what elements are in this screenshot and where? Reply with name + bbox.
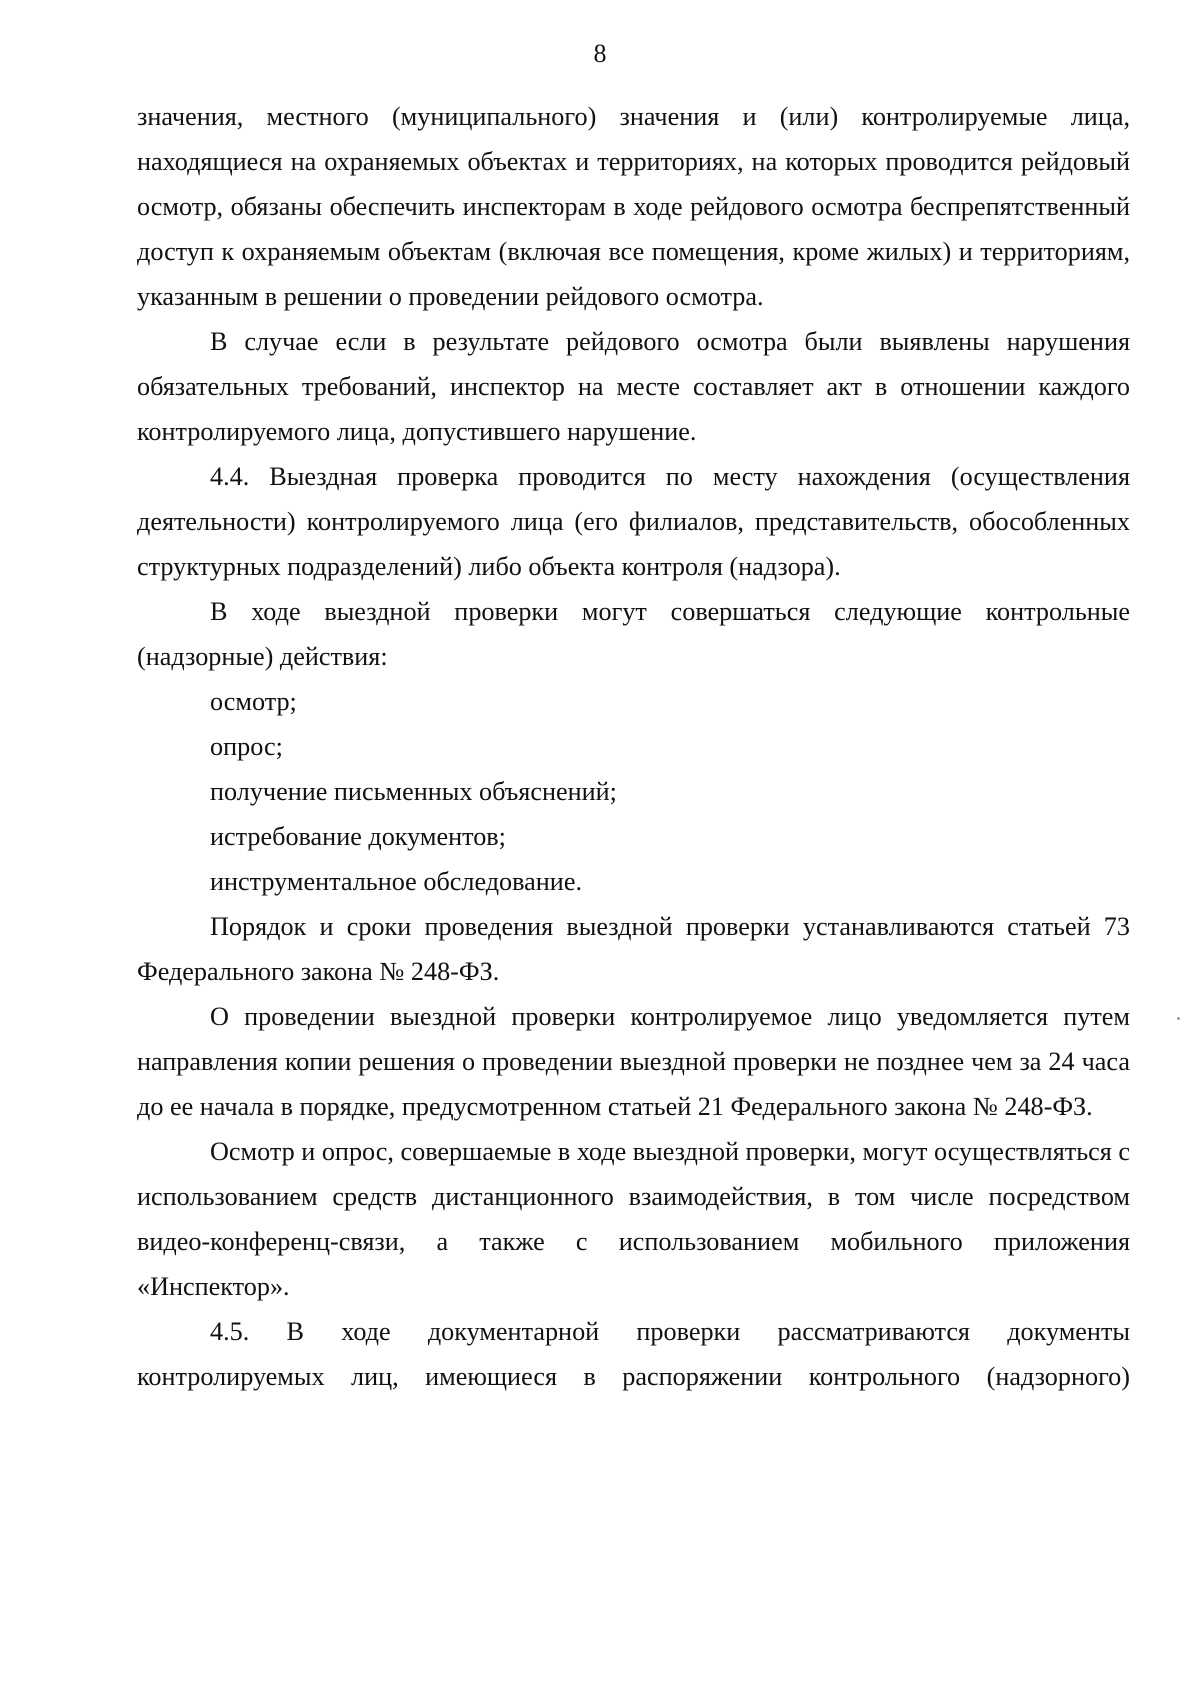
list-item: осмотр; [210, 687, 297, 716]
paragraph-raid-violations: В случае если в результате рейдового осмотра были выявлены нарушения обязательных требований, инспектор на месте составляет акт в отношении каждого контролируемого лица, допустившего нарушение. [137, 327, 1130, 446]
paragraph-continued: значения, местного (муниципального) значения и (или) контролируемые лица, находящиеся на охраняемых объектах и территориях, на которых проводится рейдовый осмотр, обязаны обеспечить инспекторам в ходе рейдового осмотра беспрепятственный доступ к охраняемым объектам (включая все помещения, кроме жилых) и территориям, указанным в решении о проведении рейдового осмотра. [137, 102, 1130, 311]
page-number: 8 [593, 39, 607, 68]
list-item: получение письменных объяснений; [210, 777, 617, 806]
list-item: истребование документов; [210, 822, 506, 851]
paragraph-4-5-document-inspection: 4.5. В ходе документарной проверки рассматриваются документы контролируемых лиц, имеющиеся в распоряжении контрольного (надзорного) [137, 1317, 1130, 1391]
control-actions-list [137, 679, 1130, 904]
list-item: инструментальное обследование. [210, 867, 582, 896]
paragraph-procedure-terms: Порядок и сроки проведения выездной проверки устанавливаются статьей 73 Федерального закона № 248-ФЗ. [137, 912, 1130, 986]
scan-artifact-dot [1177, 1017, 1180, 1020]
paragraph-remote-interaction: Осмотр и опрос, совершаемые в ходе выездной проверки, могут осуществляться с использованием средств дистанционного взаимодействия, в том числе посредством видео-конференц-связи, а также с использованием мобильного приложения «Инспектор». [137, 1137, 1130, 1301]
paragraph-control-actions-intro: В ходе выездной проверки могут совершаться следующие контрольные (надзорные) действия: [137, 597, 1130, 671]
paragraph-notification: О проведении выездной проверки контролируемое лицо уведомляется путем направления копии решения о проведении выездной проверки не позднее чем за 24 часа до ее начала в порядке, предусмотренном статьей 21 Федерального закона № 248-ФЗ. [137, 1002, 1130, 1121]
document-body [137, 94, 1130, 1399]
paragraph-4-4-field-inspection: 4.4. Выездная проверка проводится по месту нахождения (осуществления деятельности) контролируемого лица (его филиалов, представительств, обособленных структурных подразделений) либо объекта контроля (надзора). [137, 462, 1130, 581]
list-item: опрос; [210, 732, 283, 761]
